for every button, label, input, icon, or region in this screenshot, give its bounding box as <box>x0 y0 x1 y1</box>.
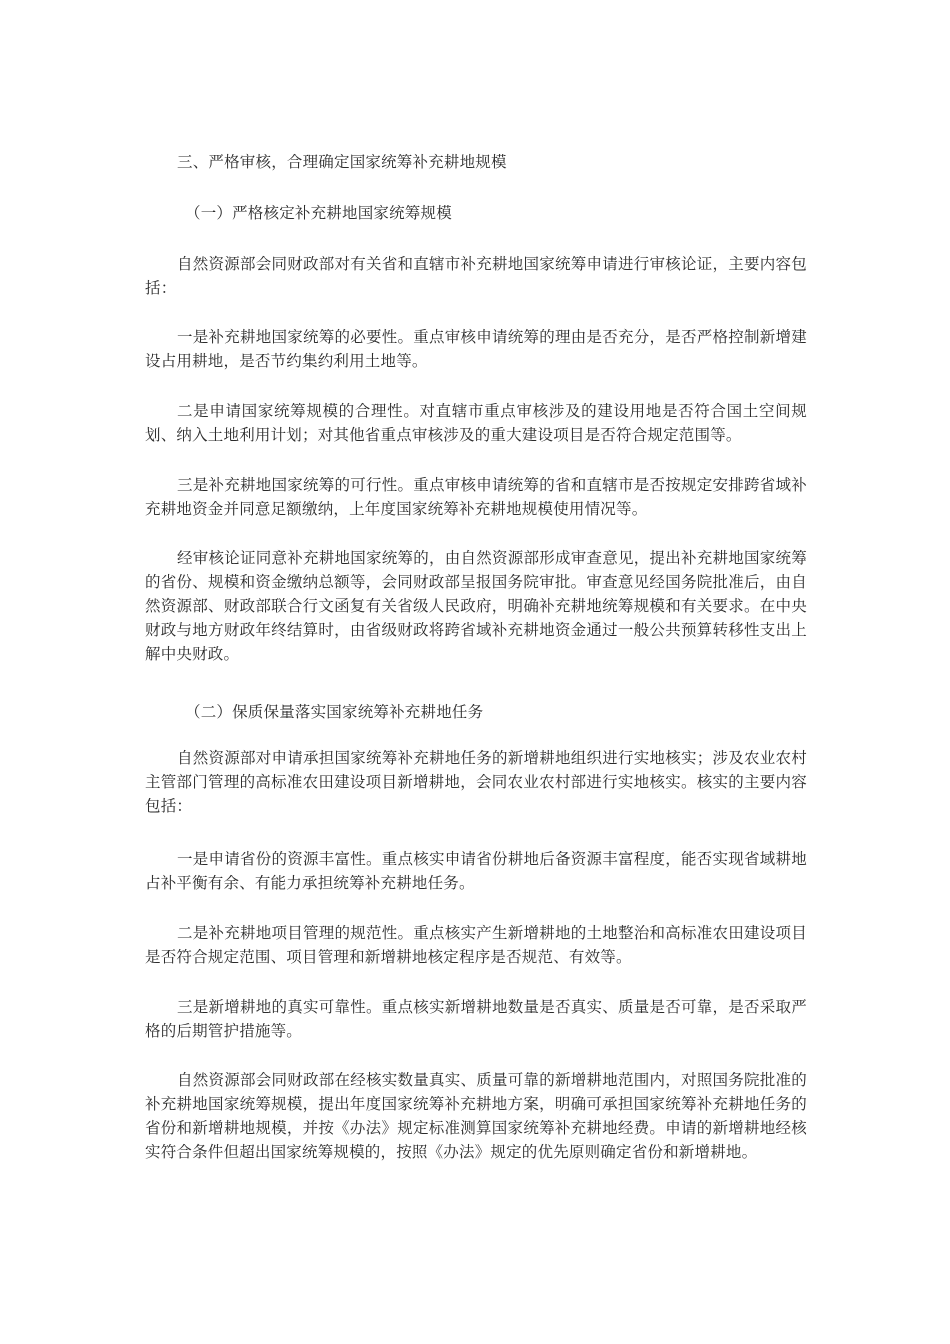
section-heading: 三、严格审核，合理确定国家统筹补充耕地规模 <box>177 153 507 171</box>
subsection-heading: （一）严格核定补充耕地国家统筹规模 <box>185 204 452 222</box>
paragraph: 二是申请国家统筹规模的合理性。对直辖市重点审核涉及的建设用地是否符合国土空间规划、纳入土地利用计划；对其他省重点审核涉及的重大建设项目是否符合规定范围等。 <box>145 402 807 444</box>
paragraph: 自然资源部会同财政部对有关省和直辖市补充耕地国家统筹申请进行审核论证，主要内容包括： <box>145 255 807 297</box>
paragraph: 三是补充耕地国家统筹的可行性。重点审核申请统筹的省和直辖市是否按规定安排跨省域补充耕地资金并同意足额缴纳，上年度国家统筹补充耕地规模使用情况等。 <box>145 476 807 518</box>
paragraph: 一是补充耕地国家统筹的必要性。重点审核申请统筹的理由是否充分，是否严格控制新增建设占用耕地，是否节约集约利用土地等。 <box>145 328 807 370</box>
paragraph: 经审核论证同意补充耕地国家统筹的，由自然资源部形成审查意见，提出补充耕地国家统筹的省份、规模和资金缴纳总额等，会同财政部呈报国务院审批。审查意见经国务院批准后，由自然资源部、财政部联合行文函复有关省级人民政府，明确补充耕地统筹规模和有关要求。在中央财政与地方财政年终结算时，由省级财政将跨省域补充耕地资金通过一般公共预算转移性支出上解中央财政。 <box>145 549 807 663</box>
paragraph: 自然资源部对申请承担国家统筹补充耕地任务的新增耕地组织进行实地核实；涉及农业农村主管部门管理的高标准农田建设项目新增耕地，会同农业农村部进行实地核实。核实的主要内容包括： <box>145 749 807 815</box>
paragraph: 自然资源部会同财政部在经核实数量真实、质量可靠的新增耕地范围内，对照国务院批准的补充耕地国家统筹规模，提出年度国家统筹补充耕地方案，明确可承担国家统筹补充耕地任务的省份和新增耕地规模，并按《办法》规定标准测算国家统筹补充耕地经费。申请的新增耕地经核实符合条件但超出国家统筹规模的，按照《办法》规定的优先原则确定省份和新增耕地。 <box>145 1071 807 1161</box>
paragraph: 二是补充耕地项目管理的规范性。重点核实产生新增耕地的土地整治和高标准农田建设项目是否符合规定范围、项目管理和新增耕地核定程序是否规范、有效等。 <box>145 924 807 966</box>
paragraph: 一是申请省份的资源丰富性。重点核实申请省份耕地后备资源丰富程度，能否实现省域耕地占补平衡有余、有能力承担统筹补充耕地任务。 <box>145 850 807 892</box>
paragraph: 三是新增耕地的真实可靠性。重点核实新增耕地数量是否真实、质量是否可靠，是否采取严格的后期管护措施等。 <box>145 998 807 1040</box>
subsection-heading: （二）保质保量落实国家统筹补充耕地任务 <box>185 703 484 721</box>
